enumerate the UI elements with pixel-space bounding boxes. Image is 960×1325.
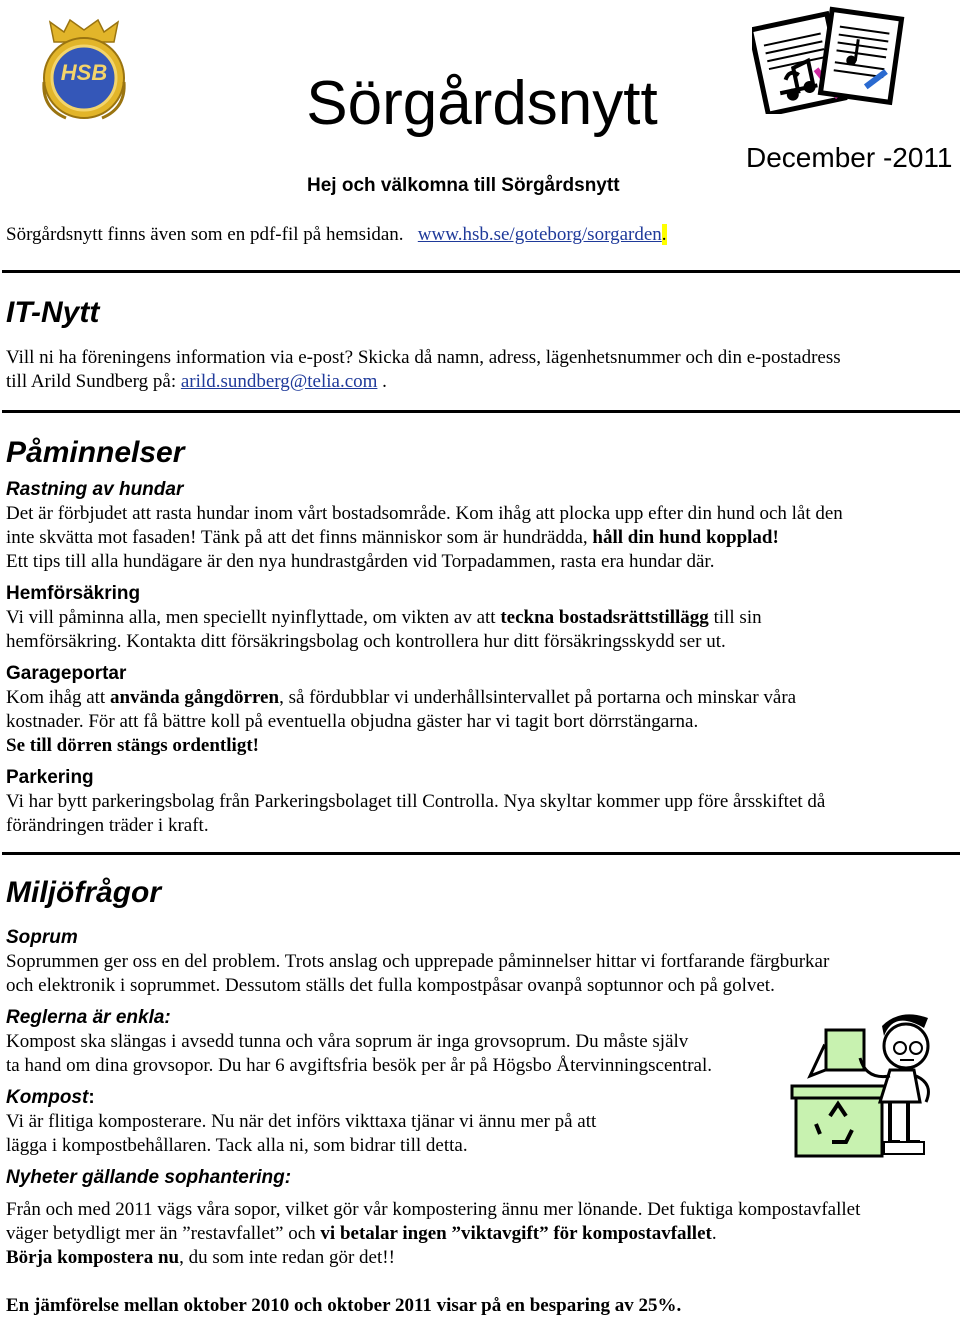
parking-heading: Parkering xyxy=(6,767,94,788)
garage-line-1-text: Kom ihåg att xyxy=(6,687,110,708)
insurance-heading: Hemförsäkring xyxy=(6,583,141,604)
parking-text xyxy=(6,790,956,838)
dogs-leash-emphasis: håll din hund kopplad! xyxy=(592,527,779,548)
news-emphasis: vi betalar ingen ”viktavgift” för kompostavfallet xyxy=(320,1223,712,1244)
pdf-link-period: . xyxy=(661,224,667,245)
environment-heading: Miljöfrågor xyxy=(6,876,161,909)
garage-line-1 xyxy=(6,686,956,710)
page-subtitle: Hej och välkomna till Sörgårdsnytt xyxy=(307,175,620,196)
insurance-line-1 xyxy=(6,606,956,630)
news-heading: Nyheter gällande sophantering: xyxy=(6,1167,292,1188)
compost-line-1: Vi är flitiga komposterare. Nu när det införs vikttaxa tjänar vi ännu mer på att xyxy=(6,1111,597,1132)
soprum-line-1: Soprummen ger oss en del problem. Trots anslag och upprepade påminnelser hittar vi fortfarande färgburkar xyxy=(6,951,830,972)
news-line-3 xyxy=(6,1246,956,1270)
compost-line-2: lägga i kompostbehållaren. Tack alla ni, som bidrar till detta. xyxy=(6,1135,468,1156)
dogs-heading: Rastning av hundar xyxy=(6,479,184,500)
dogs-line-2 xyxy=(6,526,956,550)
issue-date: December -2011 xyxy=(746,142,953,173)
it-line-2 xyxy=(6,370,841,394)
insurance-line-2: hemförsäkring. Kontakta ditt försäkringsbolag och kontrollera hur ditt försäkringsskydd ser ut. xyxy=(6,631,726,652)
logo-text: HSB xyxy=(60,60,108,85)
divider xyxy=(2,852,960,855)
dogs-line-1: Det är förbjudet att rasta hundar inom vårt bostadsområde. Kom ihåg att plocka upp efter din hund och låt den xyxy=(6,503,843,524)
it-line-2-end: . xyxy=(377,371,387,392)
garage-text xyxy=(6,686,956,758)
pdf-note xyxy=(6,223,667,247)
soprum-line-2: och elektronik i soprummet. Dessutom ställs det fulla kompostpåsar ovanpå soptunnor och på golvet. xyxy=(6,975,775,996)
news-start-emphasis: Börja kompostera nu xyxy=(6,1247,180,1268)
garage-emphasis: använda gångdörren xyxy=(109,687,280,708)
hsb-logo-icon xyxy=(36,18,132,122)
divider xyxy=(2,410,960,413)
rules-heading: Reglerna är enkla: xyxy=(6,1007,171,1028)
pdf-note-text: Sörgårdsnytt finns även som en pdf-fil på hemsidan. xyxy=(6,224,404,245)
dogs-line-3: Ett tips till alla hundägare är den nya hundrastgården vid Torpadammen, rasta era hundar där. xyxy=(6,551,715,572)
soprum-text xyxy=(6,950,956,998)
insurance-text xyxy=(6,606,956,654)
email-link[interactable]: arild.sundberg@telia.com xyxy=(180,371,378,392)
insurance-line-1-text: Vi vill påminna alla, men speciellt nyinflyttade, om vikten av att xyxy=(6,607,501,628)
insurance-line-1-end: till sin xyxy=(708,607,762,628)
news-line-3-text: , du som inte redan gör det!! xyxy=(179,1247,395,1268)
page-title: Sörgårdsnytt xyxy=(306,69,658,138)
it-line-1: Vill ni ha föreningens information via e-post? Skicka då namn, adress, lägenhetsnummer och din e-postadress xyxy=(6,347,841,368)
compost-heading-text: Kompost xyxy=(6,1087,89,1108)
garage-line-2: kostnader. För att få bättre koll på eventuella objudna gäster har vi tagit bort dörrstängarna. xyxy=(6,711,699,732)
it-heading: IT-Nytt xyxy=(6,296,100,329)
parking-line-2: förändringen träder i kraft. xyxy=(6,815,209,836)
garage-door-emphasis: Se till dörren stängs ordentligt! xyxy=(6,735,259,756)
comparison-statement: En jämförelse mellan oktober 2010 och oktober 2011 visar på en besparing av 25%. xyxy=(6,1295,682,1316)
news-line-2-text: väger betydligt mer än ”restavfallet” och xyxy=(6,1223,321,1244)
sheet-music-icon xyxy=(752,6,908,114)
it-line-2-text: till Arild Sundberg på: xyxy=(6,371,181,392)
recycling-man-icon xyxy=(790,1012,950,1160)
reminders-heading: Påminnelser xyxy=(6,436,185,469)
compost-heading-colon: : xyxy=(88,1087,95,1108)
news-line-2 xyxy=(6,1222,956,1246)
it-text xyxy=(6,346,841,394)
homepage-link[interactable]: www.hsb.se/goteborg/sorgarden xyxy=(417,224,662,245)
reminders-body xyxy=(6,478,956,838)
parking-line-1: Vi har bytt parkeringsbolag från Parkeringsbolaget till Controlla. Nya skyltar kommer upp före årsskiftet då xyxy=(6,791,826,812)
news-line-2-end: . xyxy=(711,1223,717,1244)
garage-line-1-end: , så fördubblar vi underhållsintervallet på portarna och minskar våra xyxy=(279,687,797,708)
rules-line-1: Kompost ska slängas i avsedd tunna och våra soprum är inga grovsoprum. Du måste själv xyxy=(6,1031,689,1052)
soprum-heading: Soprum xyxy=(6,927,78,948)
divider xyxy=(2,270,960,273)
dogs-text xyxy=(6,502,956,574)
news-line-1: Från och med 2011 vägs våra sopor, vilket gör vår kompostering ännu mer lönande. Det fuktiga kompostavfallet xyxy=(6,1199,861,1220)
dogs-line-2-text: inte skvätta mot fasaden! Tänk på att det finns människor som är hundrädda, xyxy=(6,527,593,548)
insurance-emphasis: teckna bostadsrättstillägg xyxy=(500,607,709,628)
garage-heading: Garageportar xyxy=(6,663,127,684)
news-text xyxy=(6,1198,956,1270)
rules-line-2: ta hand om dina grovsopor. Du har 6 avgiftsfria besök per år på Högsbo Återvinningscentral. xyxy=(6,1055,712,1076)
